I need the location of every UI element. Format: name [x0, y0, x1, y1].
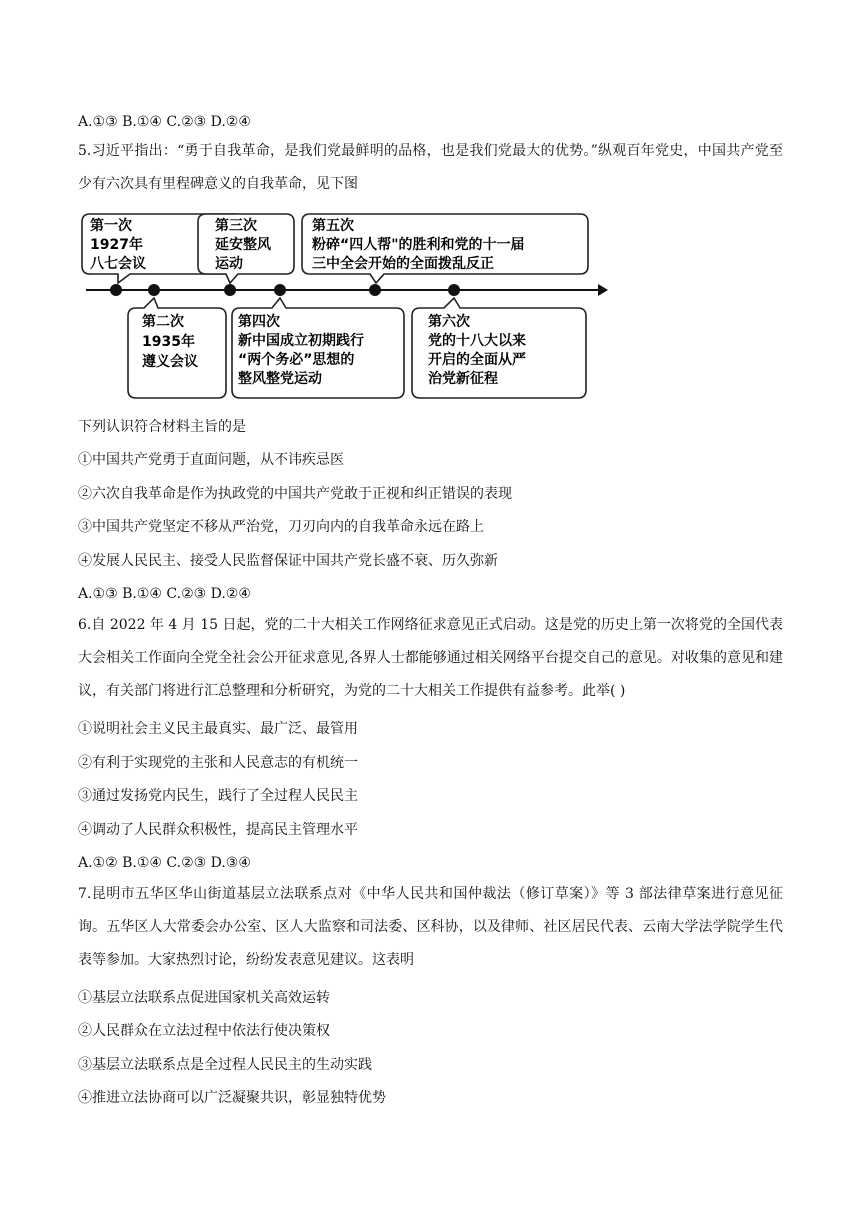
q4-answers: A.①③ B.①④ C.②③ D.②④ [78, 114, 251, 130]
q7-option-1: ①基层立法联系点促进国家机关高效运转 [78, 990, 330, 1006]
q5-answers: A.①③ B.①④ C.②③ D.②④ [78, 586, 251, 602]
q6-option-4: ④调动了人民群众积极性，提高民主管理水平 [78, 822, 358, 838]
event-2-line-3: 遵义会议 [142, 354, 198, 370]
timeline-dot-3 [224, 284, 236, 296]
q7-option-2: ②人民群众在立法过程中依法行使决策权 [78, 1023, 330, 1039]
q5-stem: 5.习近平指出：“勇于自我革命，是我们党最鲜明的品格，也是我们党最大的优势。”纵观百年党史，中国共产党至少有六次具有里程碑意义的自我革命，见下图 [78, 143, 783, 192]
event-3-line-2: 延安整风 [215, 237, 271, 253]
event-4-line-4: 整风整党运动 [238, 371, 322, 387]
event-2-line-1: 第二次 [142, 314, 184, 330]
event-1-line-3: 八七会议 [90, 256, 146, 272]
q6-option-2: ②有利于实现党的主张和人民意志的有机统一 [78, 755, 358, 771]
timeline-dot-4 [274, 284, 286, 296]
timeline-dot-6 [448, 284, 460, 296]
q6-option-1: ①说明社会主义民主最真实、最广泛、最管用 [78, 721, 358, 737]
timeline-diagram [78, 210, 618, 400]
q7-stem: 7.昆明市五华区华山街道基层立法联系点对《中华人民共和国仲裁法（修订草案）》等 3 部法律草案进行意见征询。五华区人大常委会办公室、区人大监察和司法委、区科协，以及律师、社区居民代表、云南大学法学院学生代表等参加。大家热烈讨论，纷纷发表意见建议。这表明 [78, 886, 783, 968]
event-4-line-3: “两个务必”思想的 [238, 352, 355, 368]
event-2-line-2: 1935年 [142, 334, 195, 350]
event-3-line-1: 第三次 [215, 218, 257, 234]
q6-option-3: ③通过发扬党内民生，践行了全过程人民民主 [78, 788, 358, 804]
q5-option-3: ③中国共产党坚定不移从严治党，刀刃向内的自我革命永远在路上 [78, 519, 484, 535]
event-6-line-4: 治党新征程 [428, 371, 498, 387]
timeline-dot-2 [148, 284, 160, 296]
event-5-line-2: 粉碎“四人帮"的胜利和党的十一届 [312, 237, 525, 253]
q7-option-3: ③基层立法联系点是全过程人民民主的生动实践 [78, 1057, 372, 1073]
timeline-dot-1 [110, 284, 122, 296]
timeline-arrow [598, 284, 608, 296]
event-6-line-1: 第六次 [428, 314, 470, 330]
event-5-line-1: 第五次 [312, 218, 354, 234]
event-6-line-3: 开启的全面从严 [428, 352, 526, 368]
event-5-line-3: 三中全会开始的全面拨乱反正 [312, 256, 494, 272]
event-1-line-1: 第一次 [90, 218, 132, 234]
event-4-line-2: 新中国成立初期践行 [238, 333, 364, 349]
q5-option-4: ④发展人民民主、接受人民监督保证中国共产党长盛不衰、历久弥新 [78, 553, 498, 569]
q6-stem: 6.自 2022 年 4 月 15 日起，党的二十大相关工作网络征求意见正式启动。这是党的历史上第一次将党的全国代表大会相关工作面向全党全社会公开征求意见,各界人士都能够通过相关网络平台提交自己的意见。对收集的意见和建议，有关部门将进行汇总整理和分析研究，为党的二十大相关工作提供有益参考。此举( ) [78, 617, 783, 699]
q7-option-4: ④推进立法协商可以广泛凝聚共识，彰显独特优势 [78, 1090, 386, 1106]
event-4-line-1: 第四次 [238, 314, 280, 330]
q6-answers: A.①② B.①④ C.②③ D.③④ [78, 855, 251, 871]
q5-option-1: ①中国共产党勇于直面问题，从不讳疾忌医 [78, 452, 344, 468]
q5-option-2: ②六次自我革命是作为执政党的中国共产党敢于正视和纠正错误的表现 [78, 486, 512, 502]
event-1-line-2: 1927年 [90, 237, 143, 253]
timeline-dot-5 [369, 284, 381, 296]
event-6-line-2: 党的十八大以来 [428, 333, 526, 349]
q5-lead: 下列认识符合材料主旨的是 [78, 419, 246, 435]
event-3-line-3: 运动 [215, 256, 243, 272]
